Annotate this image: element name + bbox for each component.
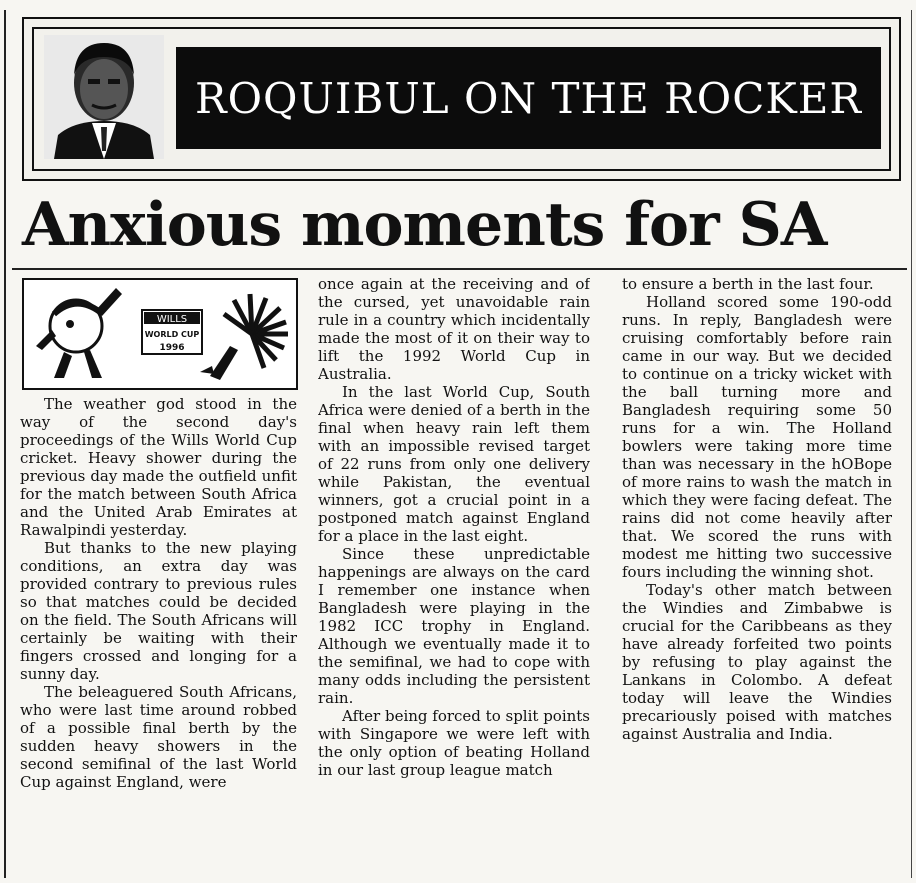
column-title: ROQUIBUL ON THE ROCKER [194, 73, 862, 123]
svg-text:WILLS: WILLS [156, 314, 188, 325]
paragraph: once again at the receiving and of the cursed, yet unavoidable rain rule in a country which incidentally made the most of it on their way to lift the 1992 World Cup in Australia. [318, 275, 590, 383]
columnist-photo [44, 35, 164, 159]
paragraph: to ensure a berth in the last four. [622, 275, 874, 293]
svg-text:1996: 1996 [159, 343, 185, 353]
column-header-inner-border [32, 27, 891, 171]
paragraph: After being forced to split points with Singapore we were left with the only option of beating Holland in our last group league match [318, 707, 590, 779]
paragraph: The weather god stood in the way of the second day's proceedings of the Wills World Cup cricket. Heavy shower during the previous day made the outfield unfit for the match between South Africa and the United Arab Emirates at Rawalpindi yesterday. [20, 395, 297, 539]
column-title-band [176, 47, 881, 149]
paragraph: But thanks to the new playing conditions, an extra day was provided contrary to previous rules so that matches could be decided on the field. The South Africans will certainly be waiting with their fingers crossed and longing for a sunny day. [20, 539, 297, 683]
article-column-3 [622, 275, 892, 865]
paragraph: In the last World Cup, South Africa were denied of a berth in the final when heavy rain left them with an impossible revised target of 22 runs from only one delivery while Pakistan, the eventual winners, got a crucial point in a postponed match against England for a place in the last eight. [318, 383, 590, 545]
wills-world-cup-logo-box [22, 278, 298, 390]
paragraph: Since these unpredictable happenings are always on the card I remember one instance when Bangladesh were playing in the 1982 ICC trophy in England. Although we eventually made it to the semifinal, we had to cope with many odds including the persistent rain. [318, 545, 590, 707]
article-column-1 [20, 395, 297, 865]
column-header [22, 17, 901, 181]
wills-badge [142, 310, 202, 354]
wills-world-cup-logo [24, 280, 296, 388]
paragraph: The beleaguered South Africans, who were last time around robbed of a possible final berth by the sudden heavy showers in the second semifinal of the last World Cup against England, were [20, 683, 297, 791]
article-headline: Anxious moments for SA [22, 190, 827, 260]
headline-rule [12, 268, 907, 270]
paragraph: Holland scored some 190-odd runs. In reply, Bangladesh were cruising comfortably before rain came in our way. But we decided to continue on a tricky wicket with the ball turning more and Bangladesh requiring some 50 runs for a win. The Holland bowlers were taking more time than was necessary in the hOBope of more rains to wash the match in which they were facing defeat. The rains did not come heavily after that. We scored the runs with modest me hitting two successive fours including the winning shot. [622, 293, 892, 581]
paragraph: Today's other match between the Windies and Zimbabwe is crucial for the Caribbeans as they have already forfeited two points by refusing to play against the Lankans in Colombo. A defeat today will leave the Windies precariously poised with matches against Australia and India. [622, 581, 892, 743]
article-column-2 [318, 275, 590, 865]
cricket-mascot-icon [36, 288, 122, 378]
svg-text:WORLD CUP: WORLD CUP [144, 330, 200, 339]
